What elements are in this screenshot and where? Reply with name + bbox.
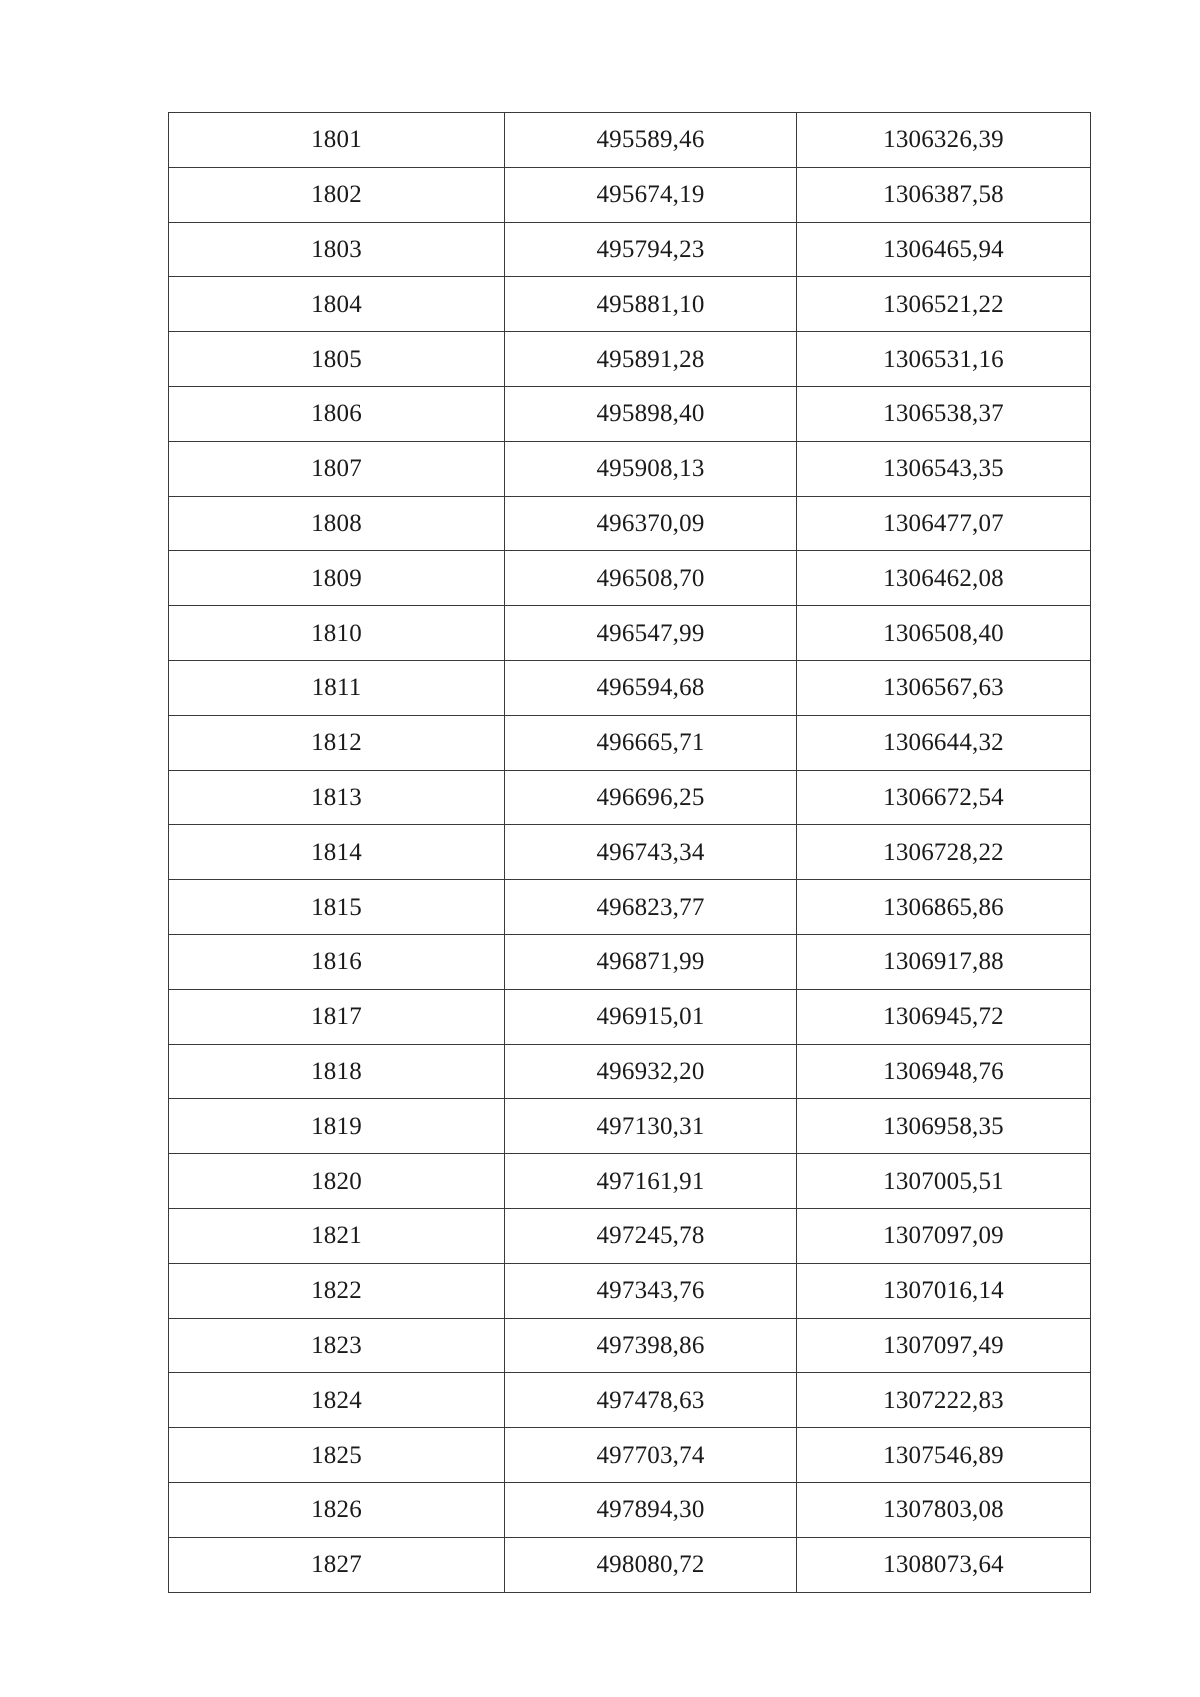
point-number-cell: 1827 (169, 1537, 505, 1592)
table-row (169, 1373, 1091, 1428)
table-row (169, 496, 1091, 551)
y-coordinate-cell: 1306865,86 (797, 880, 1091, 935)
x-coordinate-cell: 496823,77 (505, 880, 797, 935)
y-coordinate-cell: 1306538,37 (797, 386, 1091, 441)
x-coordinate-cell: 495674,19 (505, 167, 797, 222)
table-row (169, 551, 1091, 606)
y-coordinate-cell: 1306462,08 (797, 551, 1091, 606)
x-coordinate-cell: 495794,23 (505, 222, 797, 277)
point-number-cell: 1805 (169, 332, 505, 387)
point-number-cell: 1820 (169, 1154, 505, 1209)
point-number-cell: 1826 (169, 1482, 505, 1537)
point-number-cell: 1821 (169, 1208, 505, 1263)
x-coordinate-cell: 496743,34 (505, 825, 797, 880)
x-coordinate-cell: 495589,46 (505, 113, 797, 168)
x-coordinate-cell: 496696,25 (505, 770, 797, 825)
y-coordinate-cell: 1306958,35 (797, 1099, 1091, 1154)
table-row (169, 934, 1091, 989)
table-row (169, 1099, 1091, 1154)
x-coordinate-cell: 496594,68 (505, 660, 797, 715)
point-number-cell: 1817 (169, 989, 505, 1044)
y-coordinate-cell: 1306728,22 (797, 825, 1091, 880)
point-number-cell: 1814 (169, 825, 505, 880)
table-row (169, 770, 1091, 825)
x-coordinate-cell: 497478,63 (505, 1373, 797, 1428)
point-number-cell: 1815 (169, 880, 505, 935)
point-number-cell: 1806 (169, 386, 505, 441)
coordinates-table (168, 112, 1091, 1593)
table-row (169, 606, 1091, 661)
y-coordinate-cell: 1308073,64 (797, 1537, 1091, 1592)
point-number-cell: 1818 (169, 1044, 505, 1099)
point-number-cell: 1811 (169, 660, 505, 715)
point-number-cell: 1819 (169, 1099, 505, 1154)
x-coordinate-cell: 495908,13 (505, 441, 797, 496)
x-coordinate-cell: 496915,01 (505, 989, 797, 1044)
y-coordinate-cell: 1306521,22 (797, 277, 1091, 332)
point-number-cell: 1823 (169, 1318, 505, 1373)
table-row (169, 880, 1091, 935)
point-number-cell: 1803 (169, 222, 505, 277)
x-coordinate-cell: 497894,30 (505, 1482, 797, 1537)
y-coordinate-cell: 1306543,35 (797, 441, 1091, 496)
x-coordinate-cell: 497245,78 (505, 1208, 797, 1263)
x-coordinate-cell: 497343,76 (505, 1263, 797, 1318)
table-row (169, 715, 1091, 770)
table-row (169, 989, 1091, 1044)
point-number-cell: 1810 (169, 606, 505, 661)
x-coordinate-cell: 496665,71 (505, 715, 797, 770)
y-coordinate-cell: 1307803,08 (797, 1482, 1091, 1537)
table-row (169, 1537, 1091, 1592)
table-row (169, 1208, 1091, 1263)
table-row (169, 1428, 1091, 1483)
x-coordinate-cell: 495898,40 (505, 386, 797, 441)
y-coordinate-cell: 1306387,58 (797, 167, 1091, 222)
table-row (169, 332, 1091, 387)
x-coordinate-cell: 497130,31 (505, 1099, 797, 1154)
x-coordinate-cell: 498080,72 (505, 1537, 797, 1592)
table-row (169, 386, 1091, 441)
table-row (169, 1263, 1091, 1318)
y-coordinate-cell: 1307005,51 (797, 1154, 1091, 1209)
x-coordinate-cell: 497398,86 (505, 1318, 797, 1373)
x-coordinate-cell: 496932,20 (505, 1044, 797, 1099)
table-row (169, 1482, 1091, 1537)
y-coordinate-cell: 1306477,07 (797, 496, 1091, 551)
y-coordinate-cell: 1307097,09 (797, 1208, 1091, 1263)
x-coordinate-cell: 496547,99 (505, 606, 797, 661)
y-coordinate-cell: 1307016,14 (797, 1263, 1091, 1318)
table-row (169, 277, 1091, 332)
table-row (169, 441, 1091, 496)
table-row (169, 1044, 1091, 1099)
y-coordinate-cell: 1306465,94 (797, 222, 1091, 277)
point-number-cell: 1801 (169, 113, 505, 168)
y-coordinate-cell: 1306326,39 (797, 113, 1091, 168)
point-number-cell: 1816 (169, 934, 505, 989)
x-coordinate-cell: 497703,74 (505, 1428, 797, 1483)
x-coordinate-cell: 495891,28 (505, 332, 797, 387)
x-coordinate-cell: 496370,09 (505, 496, 797, 551)
coordinates-table-body (169, 113, 1091, 1593)
point-number-cell: 1804 (169, 277, 505, 332)
x-coordinate-cell: 497161,91 (505, 1154, 797, 1209)
y-coordinate-cell: 1306948,76 (797, 1044, 1091, 1099)
point-number-cell: 1807 (169, 441, 505, 496)
table-row (169, 1154, 1091, 1209)
y-coordinate-cell: 1307222,83 (797, 1373, 1091, 1428)
x-coordinate-cell: 496508,70 (505, 551, 797, 606)
y-coordinate-cell: 1307546,89 (797, 1428, 1091, 1483)
point-number-cell: 1824 (169, 1373, 505, 1428)
table-row (169, 1318, 1091, 1373)
point-number-cell: 1813 (169, 770, 505, 825)
x-coordinate-cell: 495881,10 (505, 277, 797, 332)
y-coordinate-cell: 1306672,54 (797, 770, 1091, 825)
table-row (169, 167, 1091, 222)
y-coordinate-cell: 1306945,72 (797, 989, 1091, 1044)
y-coordinate-cell: 1307097,49 (797, 1318, 1091, 1373)
y-coordinate-cell: 1306567,63 (797, 660, 1091, 715)
y-coordinate-cell: 1306917,88 (797, 934, 1091, 989)
point-number-cell: 1825 (169, 1428, 505, 1483)
y-coordinate-cell: 1306508,40 (797, 606, 1091, 661)
point-number-cell: 1822 (169, 1263, 505, 1318)
table-row (169, 113, 1091, 168)
point-number-cell: 1808 (169, 496, 505, 551)
point-number-cell: 1812 (169, 715, 505, 770)
y-coordinate-cell: 1306531,16 (797, 332, 1091, 387)
point-number-cell: 1809 (169, 551, 505, 606)
x-coordinate-cell: 496871,99 (505, 934, 797, 989)
table-row (169, 222, 1091, 277)
point-number-cell: 1802 (169, 167, 505, 222)
y-coordinate-cell: 1306644,32 (797, 715, 1091, 770)
table-row (169, 825, 1091, 880)
table-row (169, 660, 1091, 715)
